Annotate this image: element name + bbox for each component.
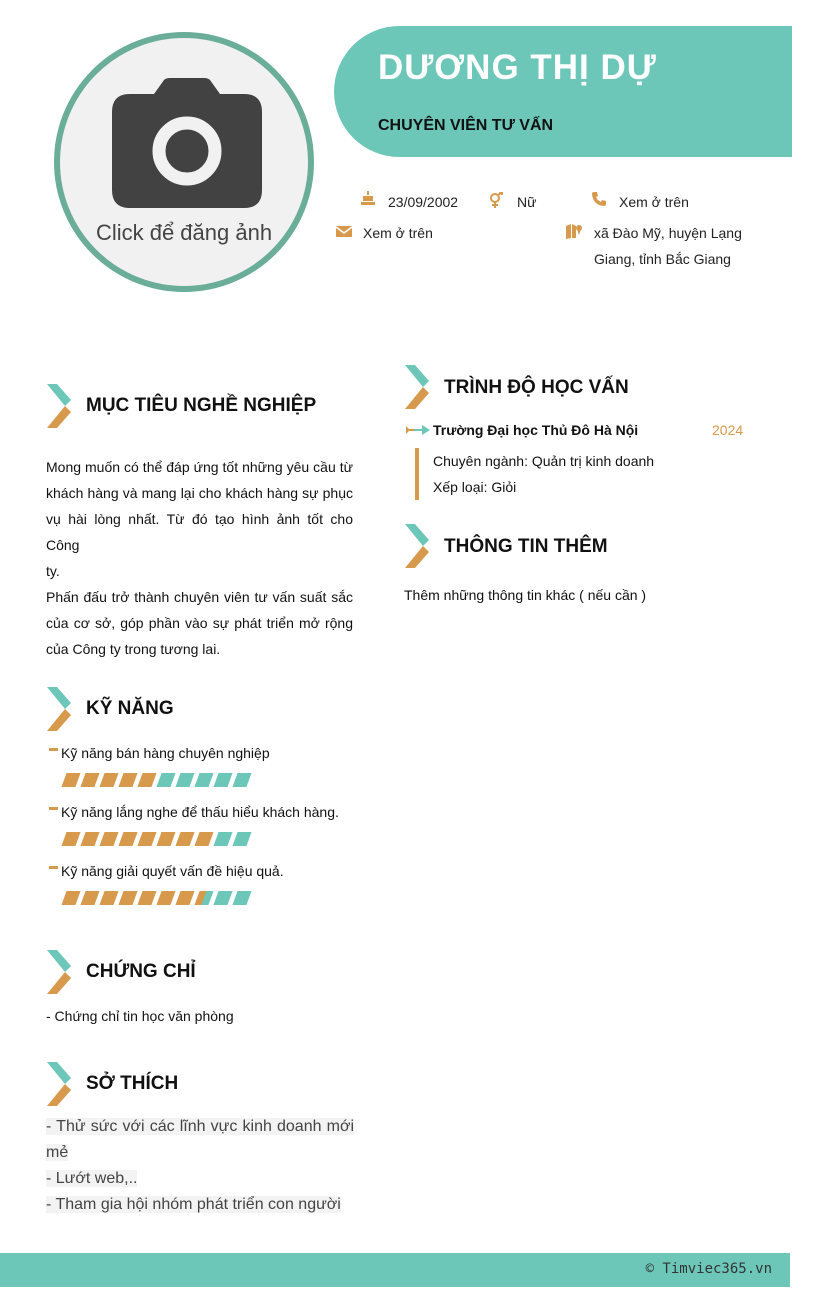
education-title: TRÌNH ĐỘ HỌC VẤN — [444, 377, 629, 398]
education-major: Chuyên ngành: Quản trị kinh doanh — [433, 453, 655, 469]
education-grade: Xếp loại: Giỏi — [433, 479, 517, 495]
skill-segment — [194, 891, 213, 905]
hobbies-text: - Thử sức với các lĩnh vực kinh doanh mới mẻ - Lướt web,.. - Tham gia hội nhóm phát triển con người — [46, 1118, 354, 1213]
skill-segment — [80, 832, 99, 846]
skill-segment — [232, 832, 251, 846]
skill-segment — [156, 832, 175, 846]
email-icon — [336, 224, 352, 240]
skill-segment — [118, 773, 137, 787]
skill-segment — [99, 832, 118, 846]
skill-segment — [137, 773, 156, 787]
skill-segment — [194, 832, 213, 846]
chevron-icon — [405, 524, 431, 568]
skill-segment — [61, 832, 80, 846]
phone: Xem ở trên — [619, 194, 689, 210]
skill-segment — [118, 891, 137, 905]
skill-segment — [99, 891, 118, 905]
skill-segment — [61, 773, 80, 787]
arrow-right-icon — [406, 424, 430, 436]
skill-name: Kỹ năng giải quyết vấn đề hiệu quả. — [61, 863, 284, 879]
skill-bar — [64, 891, 249, 905]
full-name: DƯƠNG THỊ DỰ — [378, 48, 657, 87]
skill-segment — [61, 891, 80, 905]
skill-segment — [213, 773, 232, 787]
objective-text: Mong muốn có thể đáp ứng tốt những yêu cầu từ khách hàng và mang lại cho khách hàng sự phục vụ hài lòng nhất. Từ đó tạo hình ảnh tốt cho Công ty. Phấn đấu trở thành chuyên viên tư vấn suất sắc của cơ sở, góp phần vào sự phát triển mở rộng của Công ty trong tương lai. — [46, 459, 353, 657]
school-name: Trường Đại học Thủ Đô Hà Nội — [433, 422, 639, 438]
hobbies-title: SỞ THÍCH — [86, 1073, 179, 1094]
skill-segment — [156, 773, 175, 787]
skill-segment — [118, 832, 137, 846]
skills-title: KỸ NĂNG — [86, 698, 174, 719]
skill-segment — [232, 773, 251, 787]
chevron-icon — [47, 384, 73, 428]
birthday: 23/09/2002 — [388, 194, 459, 210]
skill-segment — [175, 832, 194, 846]
skill-segment — [175, 773, 194, 787]
phone-icon — [591, 191, 607, 207]
birthday-cake-icon — [360, 190, 376, 206]
map-pin-icon — [566, 223, 582, 239]
skill-bullet — [49, 807, 58, 810]
education-line — [415, 448, 419, 500]
skill-segment — [137, 832, 156, 846]
skill-bullet — [49, 748, 58, 751]
skill-bar — [64, 832, 249, 846]
skill-segment — [156, 891, 175, 905]
skill-segment — [80, 773, 99, 787]
skill-segment — [99, 773, 118, 787]
skill-segment — [213, 891, 232, 905]
extra-text: Thêm những thông tin khác ( nếu cần ) — [404, 587, 647, 603]
certificates-title: CHỨNG CHỈ — [86, 961, 196, 982]
extra-title: THÔNG TIN THÊM — [444, 536, 608, 557]
avatar-upload[interactable] — [54, 32, 314, 292]
chevron-icon — [405, 365, 431, 409]
skill-segment — [232, 891, 251, 905]
skill-name: Kỹ năng bán hàng chuyên nghiệp — [61, 745, 270, 761]
name-banner — [334, 26, 792, 157]
skill-segment — [80, 891, 99, 905]
gender: Nữ — [517, 194, 537, 210]
skill-name: Kỹ năng lắng nghe để thấu hiểu khách hàng. — [61, 804, 339, 820]
camera-icon — [112, 78, 262, 210]
chevron-icon — [47, 687, 73, 731]
address-line-1: xã Đào Mỹ, huyện Lạng — [594, 225, 742, 241]
address-line-2: Giang, tỉnh Bắc Giang — [594, 251, 731, 267]
skill-segment — [137, 891, 156, 905]
objective-title: MỤC TIÊU NGHỀ NGHIỆP — [86, 395, 317, 416]
footer — [0, 1253, 790, 1287]
education-year: 2024 — [712, 422, 744, 438]
skill-bullet — [49, 866, 58, 869]
job-title: CHUYÊN VIÊN TƯ VẤN — [378, 117, 554, 134]
skill-segment — [175, 891, 194, 905]
avatar-caption: Click để đăng ảnh — [95, 220, 273, 245]
gender-icon — [488, 192, 504, 208]
footer-text: © Timviec365.vn — [645, 1261, 772, 1277]
chevron-icon — [47, 950, 73, 994]
certificates-text: - Chứng chỉ tin học văn phòng — [46, 1008, 234, 1024]
skill-bar — [64, 773, 249, 787]
skill-segment — [194, 773, 213, 787]
email: Xem ở trên — [363, 225, 433, 241]
chevron-icon — [47, 1062, 73, 1106]
skill-segment — [213, 832, 232, 846]
